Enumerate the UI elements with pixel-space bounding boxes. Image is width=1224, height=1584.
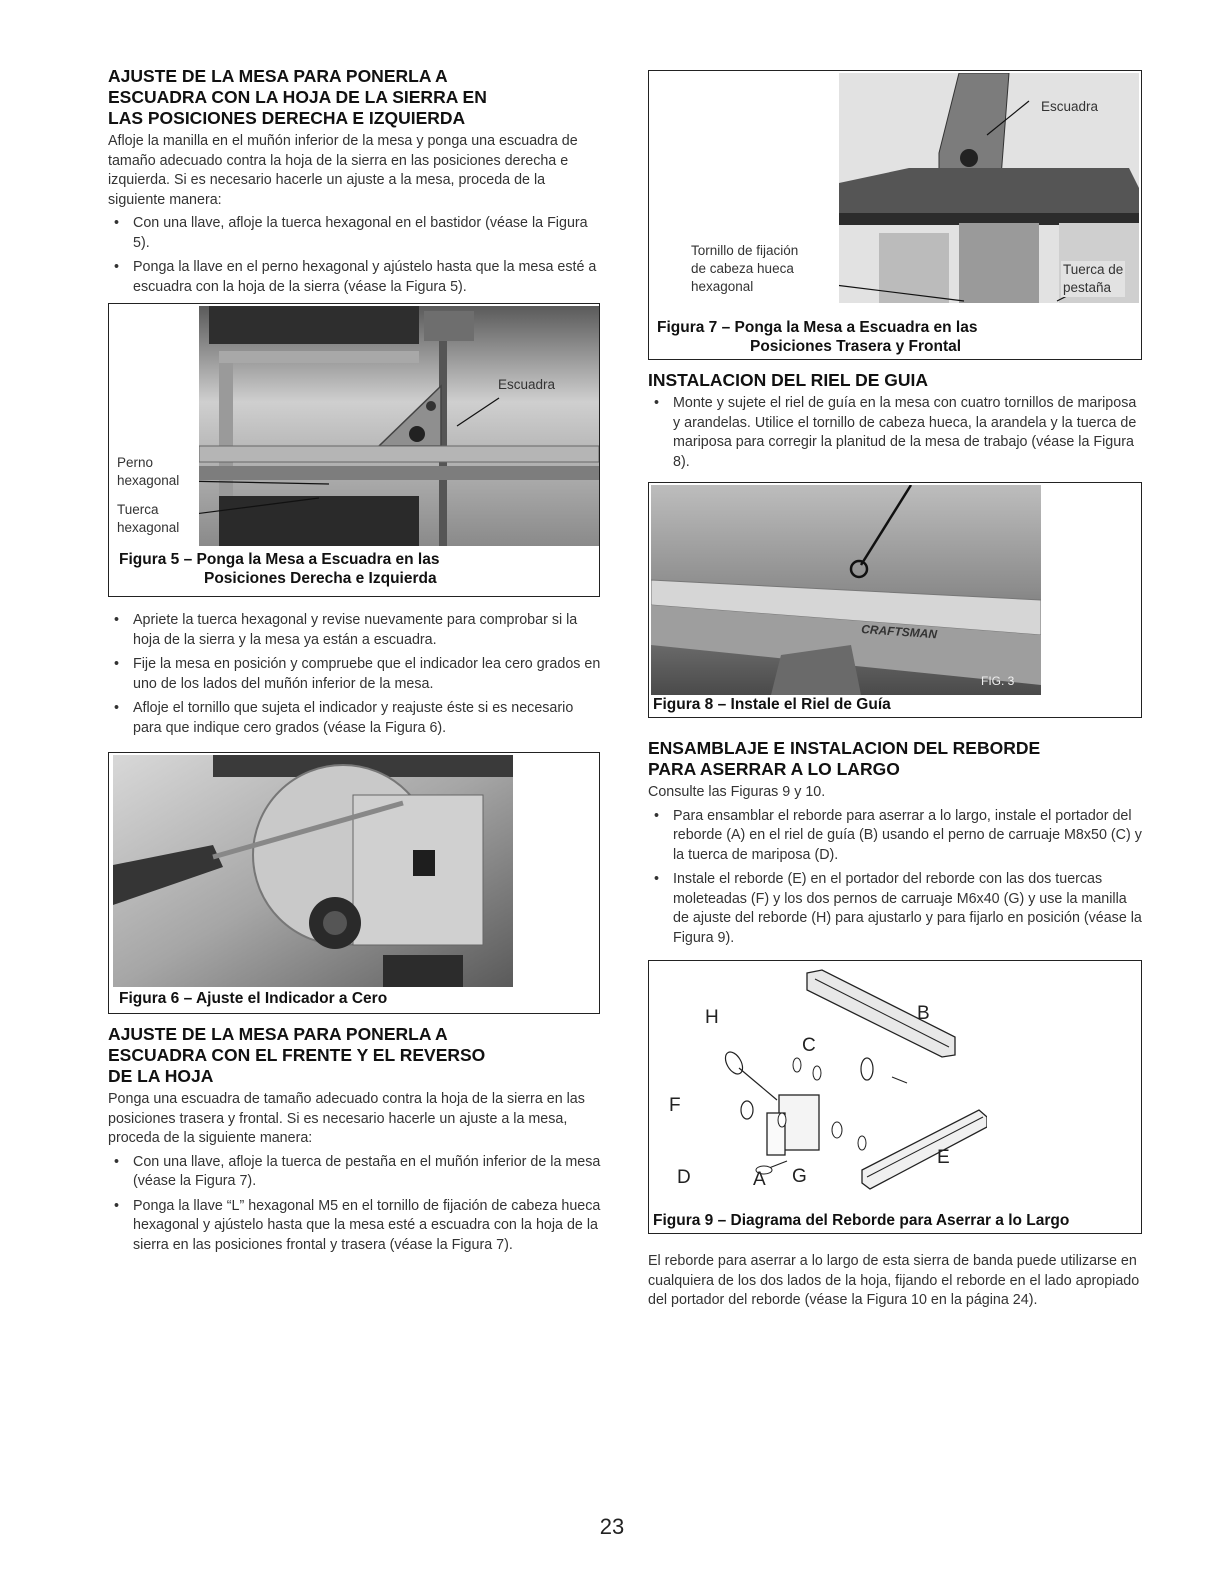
section1-intro: Afloje la manilla en el muñón inferior de la mesa y ponga una escuadra de tamaño adecuado contra la hoja de la sierra en las posiciones derecha e izquierda. Si es necesario hacerle un ajuste a la mesa, proceda de la siguiente manera:: [108, 133, 578, 208]
figure-8: [648, 482, 1142, 718]
list-item: • Ponga la llave en el perno hexagonal y ajústelo hasta que la mesa esté a escuadra con la hoja de la sierra (véase la Figura 5).: [108, 258, 603, 297]
label-tuerca: Tuerca hexagonal: [117, 502, 180, 535]
figure-8-caption: Figura 8 – Instale el Riel de Guía: [653, 696, 891, 713]
letter-f: F: [669, 1095, 681, 1116]
letter-h: H: [705, 1007, 719, 1028]
section4-intro: Consulte las Figuras 9 y 10.: [648, 784, 826, 800]
letter-d: D: [677, 1167, 691, 1188]
section4-bullets: [648, 807, 1143, 949]
letter-b: B: [917, 1003, 930, 1024]
figure-6-caption: Figura 6 – Ajuste el Indicador a Cero: [119, 990, 388, 1007]
figure-7-caption: Figura 7 – Ponga la Mesa a Escuadra en las Posiciones Trasera y Frontal: [657, 319, 978, 355]
section1-title: AJUSTE DE LA MESA PARA PONERLA A ESCUADRA CON LA HOJA DE LA SIERRA EN LAS POSICIONES DERECHA E IZQUIERDA: [108, 66, 487, 128]
figure-5: [108, 303, 600, 597]
figure-6-photo: [113, 755, 513, 987]
letter-c: C: [802, 1035, 816, 1056]
left-column: [108, 66, 603, 1261]
section4-title: ENSAMBLAJE E INSTALACION DEL REBORDE PARA ASERRAR A LO LARGO: [648, 738, 1041, 779]
section3-bullets: [648, 394, 1143, 472]
section2-title: AJUSTE DE LA MESA PARA PONERLA A ESCUADRA CON EL FRENTE Y EL REVERSO DE LA HOJA: [108, 1024, 486, 1086]
page-number: 23: [599, 1514, 625, 1539]
label-escuadra: Escuadra: [498, 377, 556, 392]
figure-7: [648, 70, 1142, 360]
list-item: • Apriete la tuerca hexagonal y revise nuevamente para comprobar si la hoja de la sierra y la mesa ya están a escuadra.: [108, 611, 603, 650]
section2-bullets: [108, 1153, 603, 1256]
section2-intro: Ponga una escuadra de tamaño adecuado contra la hoja de la sierra en las posiciones trasera y frontal. Si es necesario hacerle un ajuste a la mesa, proceda de la siguiente manera:: [108, 1091, 585, 1146]
list-item: • Monte y sujete el riel de guía en la mesa con cuatro tornillos de mariposa y arandelas. Utilice el tornillo de cabeza hueca, la arandela y la tuerca de mariposa para corregir la planitud de la mesa de trabajo (véase la Figura 8).: [648, 394, 1143, 472]
figure-6: [108, 752, 600, 1014]
label-tornillo: Tornillo de fijación de cabeza hueca hexagonal: [691, 243, 799, 294]
label-escuadra: Escuadra: [1041, 99, 1099, 114]
letter-a: A: [753, 1169, 766, 1190]
list-item: • Instale el reborde (E) en el portador del reborde con las dos tuercas moleteadas (F) y los dos pernos de carruaje M6x40 (G) y use la manilla de ajuste del reborde (H) para ajustarlo y para fijarlo en posición (véase la Figura 9).: [648, 870, 1143, 948]
craftsman-logo: CRAFTSMAN: [860, 622, 938, 642]
figure-9: [648, 960, 1142, 1234]
list-item: • Para ensamblar el reborde para aserrar a lo largo, instale el portador del reborde (A) en el riel de guía (B) usando el perno de carruaje M8x50 (C) y la tuerca de mariposa (D).: [648, 807, 1143, 866]
list-item: • Con una llave, afloje la tuerca de pestaña en el muñón inferior de la mesa (véase la Figura 7).: [108, 1153, 603, 1192]
list-item: • Afloje el tornillo que sujeta el indicador y reajuste éste si es necesario para que indique cero grados (véase la Figura 6).: [108, 699, 603, 738]
section1-bullets-after: [108, 611, 603, 738]
figure-8-photo: [651, 485, 1041, 695]
section1-bullets: [108, 214, 603, 297]
letter-e: E: [937, 1147, 950, 1168]
list-item: • Ponga la llave “L” hexagonal M5 en el tornillo de fijación de cabeza hueca hexagonal y ajústelo hasta que la mesa esté a escuadra con la hoja de la sierra en las posiciones frontal y trasera (véase la Figura 7).: [108, 1197, 603, 1256]
section3-title: INSTALACION DEL RIEL DE GUIA: [648, 370, 929, 390]
figure-9-caption: Figura 9 – Diagrama del Reborde para Aserrar a lo Largo: [653, 1212, 1070, 1229]
right-column: [648, 70, 1143, 1315]
label-tuerca-pestana: Tuerca de pestaña: [1063, 262, 1124, 295]
letter-g: G: [792, 1166, 807, 1187]
label-perno: Perno hexagonal: [117, 455, 180, 488]
fig-mark: FIG. 3: [981, 674, 1015, 688]
figure-5-caption: Figura 5 – Ponga la Mesa a Escuadra en las Posiciones Derecha e Izquierda: [119, 551, 440, 587]
section4-closing: El reborde para aserrar a lo largo de esta sierra de banda puede utilizarse en cualquiera de los dos lados de la hoja, fijando el reborde en el lado apropiado del portador del reborde (véase la Figura 10 en la página 24).: [648, 1253, 1140, 1308]
list-item: • Con una llave, afloje la tuerca hexagonal en el bastidor (véase la Figura 5).: [108, 214, 603, 253]
figure-5-photo: [199, 306, 599, 546]
list-item: • Fije la mesa en posición y compruebe que el indicador lea cero grados en uno de los lados del muñón inferior de la mesa.: [108, 655, 603, 694]
